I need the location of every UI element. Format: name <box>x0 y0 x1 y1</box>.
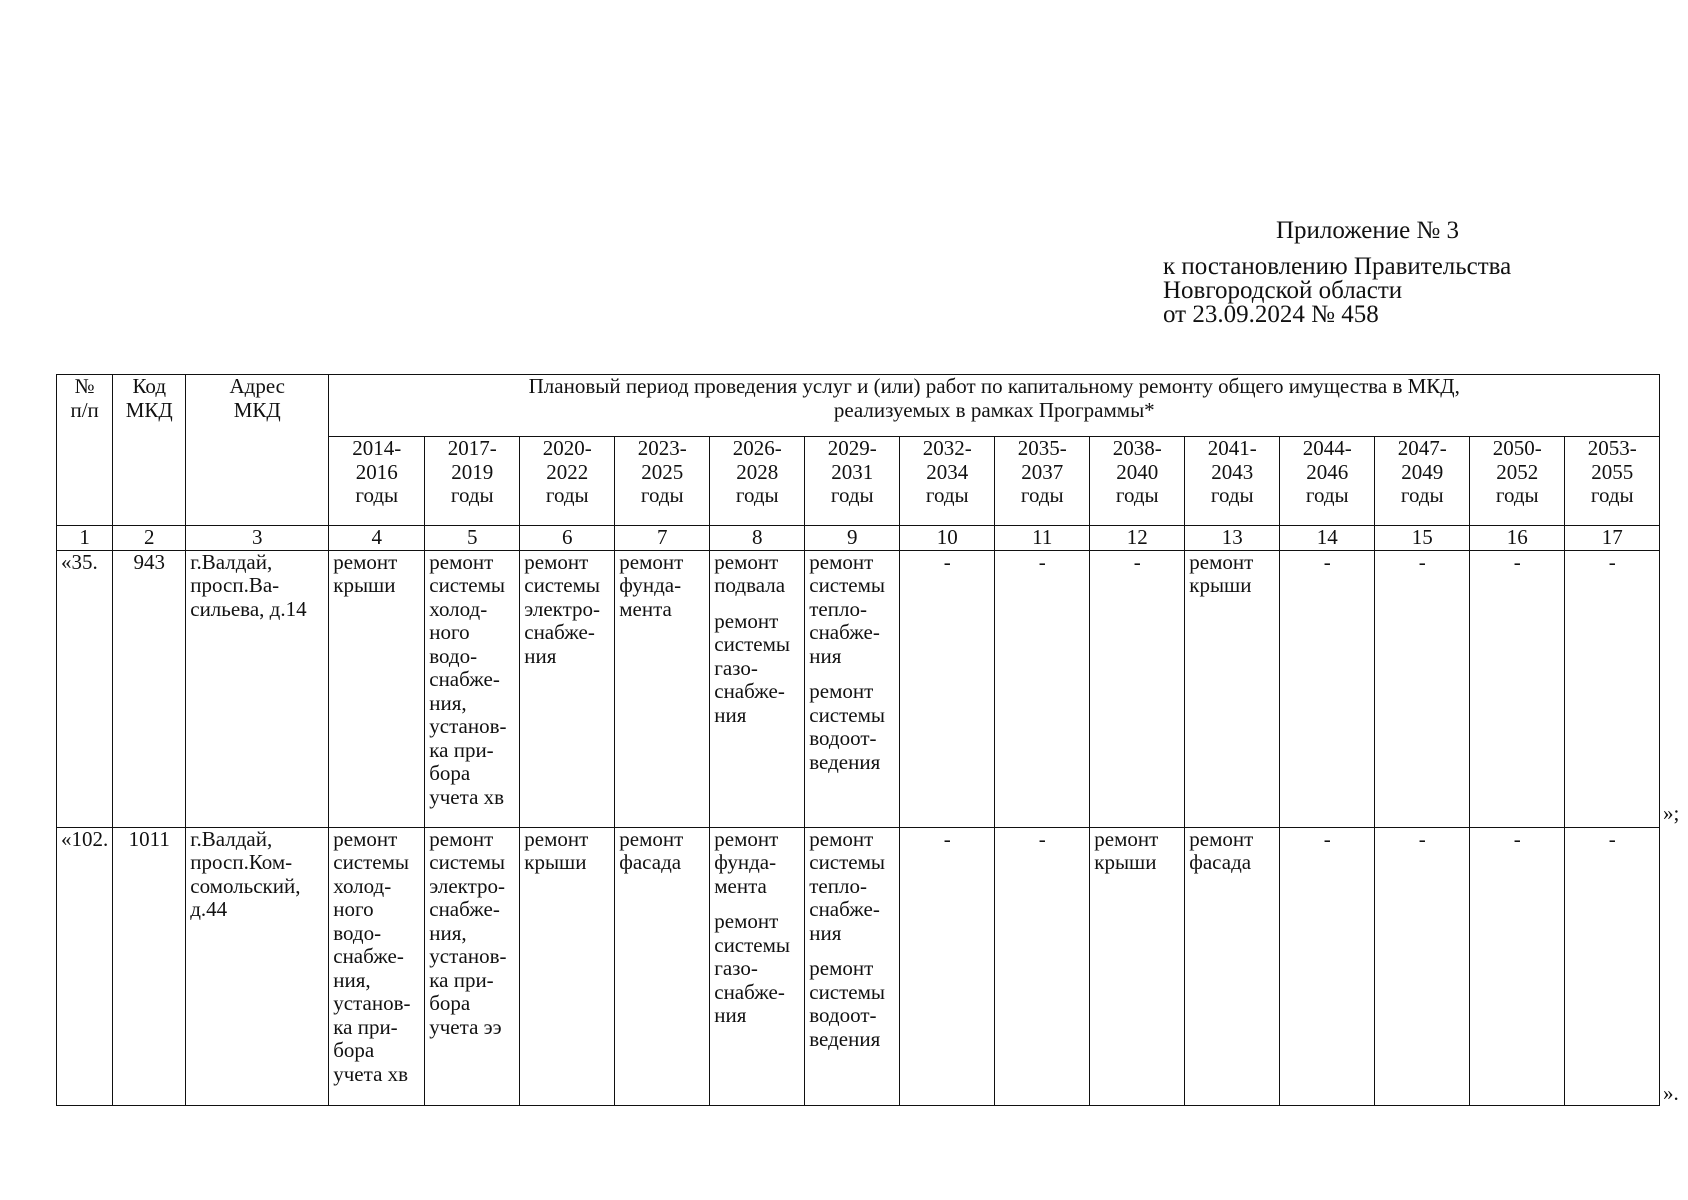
column-number-15: 15 <box>1375 526 1470 551</box>
work-item: ремонт системы водоот- ведения <box>809 956 886 1051</box>
work-cell <box>1565 550 1660 827</box>
work-cell <box>710 550 805 827</box>
header-period-14: 2053- 2055 годы <box>1565 437 1660 526</box>
no-work-dash: - <box>1323 827 1331 851</box>
header-code: Код МКД <box>113 375 186 526</box>
work-cell <box>329 550 425 827</box>
header-period-5: 2026- 2028 годы <box>710 437 805 526</box>
work-item: ремонт крыши <box>524 827 589 874</box>
column-number-2: 2 <box>113 526 186 551</box>
work-cell <box>995 827 1090 1105</box>
column-number-3: 3 <box>186 526 329 551</box>
work-cell <box>520 827 615 1105</box>
work-cell <box>425 550 520 827</box>
column-number-11: 11 <box>995 526 1090 551</box>
work-item: ремонт крыши <box>1189 550 1254 597</box>
work-item: ремонт фасада <box>619 827 684 874</box>
work-cell <box>329 827 425 1105</box>
row-number: «102. <box>57 827 113 1105</box>
column-number-17: 17 <box>1565 526 1660 551</box>
capital-repair-table <box>56 374 1660 1106</box>
work-item: ремонт крыши <box>1094 827 1159 874</box>
header-period-1: 2014- 2016 годы <box>329 437 425 526</box>
column-number-1: 1 <box>57 526 113 551</box>
header-period-11: 2044- 2046 годы <box>1280 437 1375 526</box>
column-number-12: 12 <box>1090 526 1185 551</box>
work-item: ремонт фунда- мента <box>714 827 779 898</box>
column-number-9: 9 <box>805 526 900 551</box>
work-cell <box>805 827 900 1105</box>
appendix-line-1: к постановлению Правительства <box>1163 253 1512 280</box>
header-period-4: 2023- 2025 годы <box>615 437 710 526</box>
header-period-6: 2029- 2031 годы <box>805 437 900 526</box>
row-code: 1011 <box>113 827 186 1105</box>
header-period-title: Плановый период проведения услуг и (или) работ по капитальному ремонту общего имущества в МКД, реализуемых в рамках Программы* <box>329 375 1660 437</box>
no-work-dash: - <box>943 827 951 851</box>
column-number-14: 14 <box>1280 526 1375 551</box>
column-number-16: 16 <box>1470 526 1565 551</box>
work-item: ремонт системы холод- ного водо- снабже- ния, установ- ка при- бора учета хв <box>429 550 507 809</box>
row-address: г.Валдай, просп.Ком- сомольский, д.44 <box>186 827 329 1105</box>
work-cell <box>615 827 710 1105</box>
column-number-7: 7 <box>615 526 710 551</box>
work-item: ремонт системы газо- снабже- ния <box>714 608 791 727</box>
work-item: ремонт системы тепло- снабже- ния <box>809 550 886 668</box>
no-work-dash: - <box>1418 827 1426 851</box>
column-number-6: 6 <box>520 526 615 551</box>
work-cell <box>1185 550 1280 827</box>
work-cell <box>995 550 1090 827</box>
row-code: 943 <box>113 550 186 827</box>
column-number-5: 5 <box>425 526 520 551</box>
row-number: «35. <box>57 550 113 827</box>
header-period-2: 2017- 2019 годы <box>425 437 520 526</box>
work-cell <box>710 827 805 1105</box>
work-item: ремонт фасада <box>1189 827 1254 874</box>
appendix-title: Приложение № 3 <box>1276 217 1460 244</box>
no-work-dash: - <box>1038 827 1046 851</box>
header-period-8: 2035- 2037 годы <box>995 437 1090 526</box>
header-period-9: 2038- 2040 годы <box>1090 437 1185 526</box>
no-work-dash: - <box>1608 827 1616 851</box>
header-period-7: 2032- 2034 годы <box>900 437 995 526</box>
work-cell <box>1280 550 1375 827</box>
no-work-dash: - <box>1418 550 1426 574</box>
work-item: ремонт системы тепло- снабже- ния <box>809 827 886 945</box>
work-cell <box>1375 550 1470 827</box>
table-row <box>57 550 1660 827</box>
no-work-dash: - <box>1513 550 1521 574</box>
work-item: ремонт системы водоот- ведения <box>809 679 886 774</box>
header-period-3: 2020- 2022 годы <box>520 437 615 526</box>
work-cell <box>1565 827 1660 1105</box>
work-cell <box>520 550 615 827</box>
work-cell <box>615 550 710 827</box>
table-row <box>57 827 1660 1105</box>
work-item: ремонт подвала <box>714 550 786 597</box>
work-cell <box>900 827 995 1105</box>
work-item: ремонт системы электро- снабже- ния <box>524 550 601 668</box>
no-work-dash: - <box>1608 550 1616 574</box>
appendix-line-2: Новгородской области <box>1163 277 1403 304</box>
no-work-dash: - <box>1038 550 1046 574</box>
work-cell <box>1185 827 1280 1105</box>
header-address: Адрес МКД <box>186 375 329 526</box>
header-period-10: 2041- 2043 годы <box>1185 437 1280 526</box>
work-cell <box>1280 827 1375 1105</box>
work-cell <box>900 550 995 827</box>
work-item: ремонт системы холод- ного водо- снабже- ния, установ- ка при- бора учета хв <box>333 827 411 1086</box>
header-num: № п/п <box>57 375 113 526</box>
work-cell <box>1090 550 1185 827</box>
work-cell <box>805 550 900 827</box>
work-item: ремонт крыши <box>333 550 398 597</box>
column-number-10: 10 <box>900 526 995 551</box>
header-period-12: 2047- 2049 годы <box>1375 437 1470 526</box>
appendix-line-3: от 23.09.2024 № 458 <box>1163 301 1379 328</box>
work-cell <box>1375 827 1470 1105</box>
work-cell <box>1470 827 1565 1105</box>
no-work-dash: - <box>1513 827 1521 851</box>
work-cell <box>1470 550 1565 827</box>
work-item: ремонт фунда- мента <box>619 550 684 621</box>
work-cell <box>1090 827 1185 1105</box>
column-number-13: 13 <box>1185 526 1280 551</box>
no-work-dash: - <box>1323 550 1331 574</box>
appendix-reference <box>1163 255 1511 327</box>
no-work-dash: - <box>1133 550 1141 574</box>
row-address: г.Валдай, просп.Ва- сильева, д.14 <box>186 550 329 827</box>
work-item: ремонт системы газо- снабже- ния <box>714 909 791 1027</box>
cell-gap <box>714 598 800 610</box>
no-work-dash: - <box>943 550 951 574</box>
header-period-13: 2050- 2052 годы <box>1470 437 1565 526</box>
work-cell <box>425 827 520 1105</box>
row-closing-mark-1: »; <box>1663 801 1680 825</box>
column-number-4: 4 <box>329 526 425 551</box>
column-number-8: 8 <box>710 526 805 551</box>
work-item: ремонт системы электро- снабже- ния, установ- ка при- бора учета ээ <box>429 827 507 1039</box>
row-closing-mark-2: ». <box>1663 1081 1679 1105</box>
